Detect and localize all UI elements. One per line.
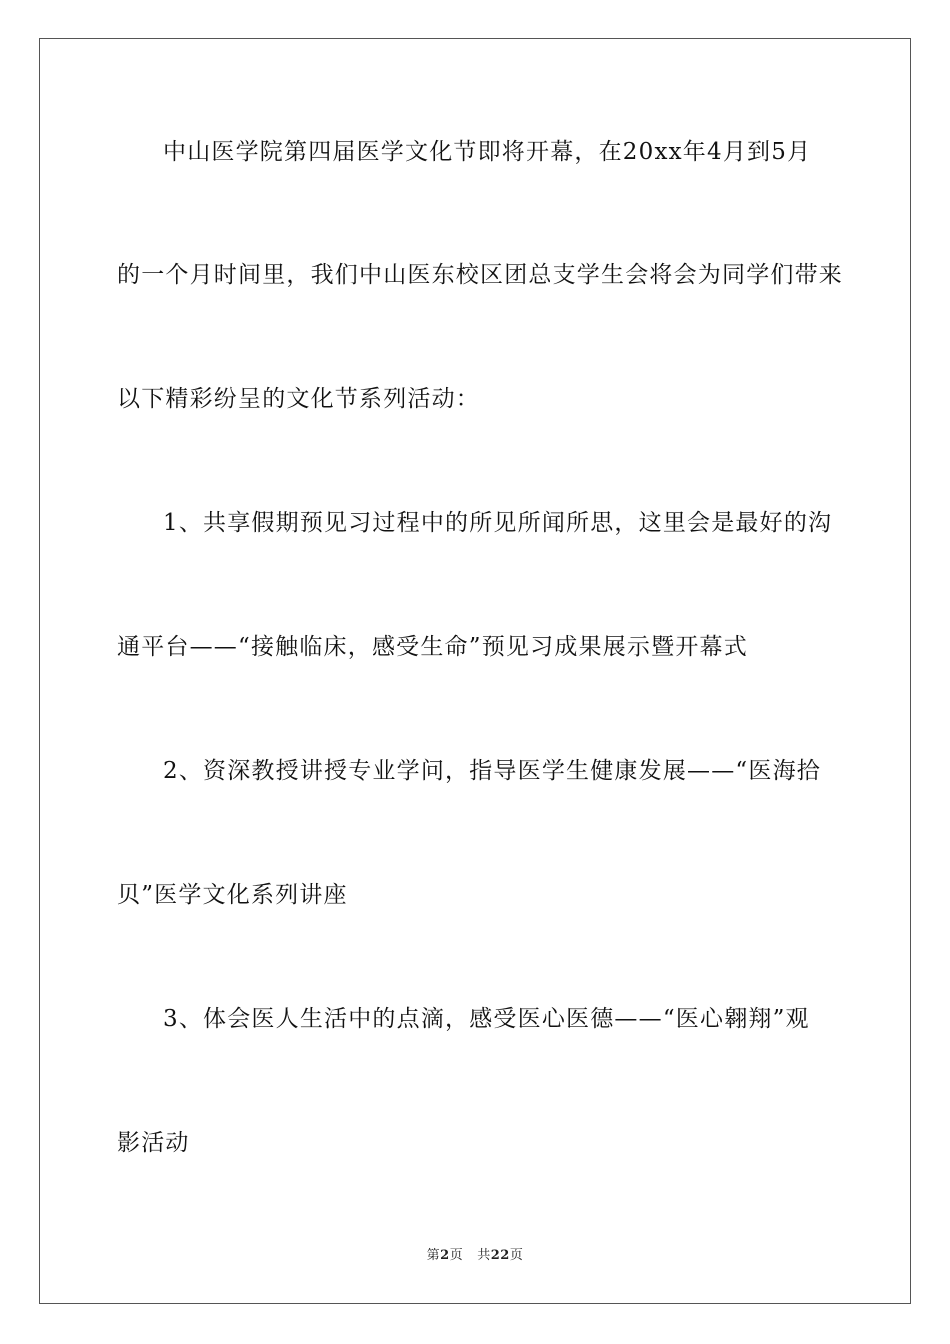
paragraph-1-line-2: 的一个月时间里，我们中山医东校区团总支学生会将会为同学们带来: [117, 262, 843, 288]
paragraph-1-line-1: 中山医学院第四届医学文化节即将开幕，在20xx年4月到5月: [163, 139, 812, 165]
list-item-2-line-1: 2、资深教授讲授专业学问，指导医学生健康发展——“医海拾: [163, 758, 821, 784]
page-prefix: 第: [426, 1248, 441, 1263]
list-item-1-line-1: 1、共享假期预见习过程中的所见所闻所思，这里会是最好的沟: [163, 510, 833, 536]
total-suffix: 页: [509, 1248, 524, 1263]
list-item-3-line-2: 影活动: [117, 1130, 190, 1156]
list-item-1-line-2: 通平台——“接触临床，感受生命”预见习成果展示暨开幕式: [117, 634, 748, 660]
paragraph-1-line-3: 以下精彩纷呈的文化节系列活动：: [117, 386, 480, 412]
total-pages: 22: [490, 1248, 510, 1263]
page-suffix: 页: [449, 1248, 464, 1263]
page-number: 2: [440, 1248, 450, 1263]
page-frame: [39, 38, 911, 1304]
page-footer: [0, 1247, 950, 1265]
list-item-3-line-1: 3、体会医人生活中的点滴，感受医心医德——“医心翱翔”观: [163, 1006, 810, 1032]
total-prefix: 共: [477, 1248, 491, 1263]
list-item-2-line-2: 贝”医学文化系列讲座: [117, 882, 348, 908]
